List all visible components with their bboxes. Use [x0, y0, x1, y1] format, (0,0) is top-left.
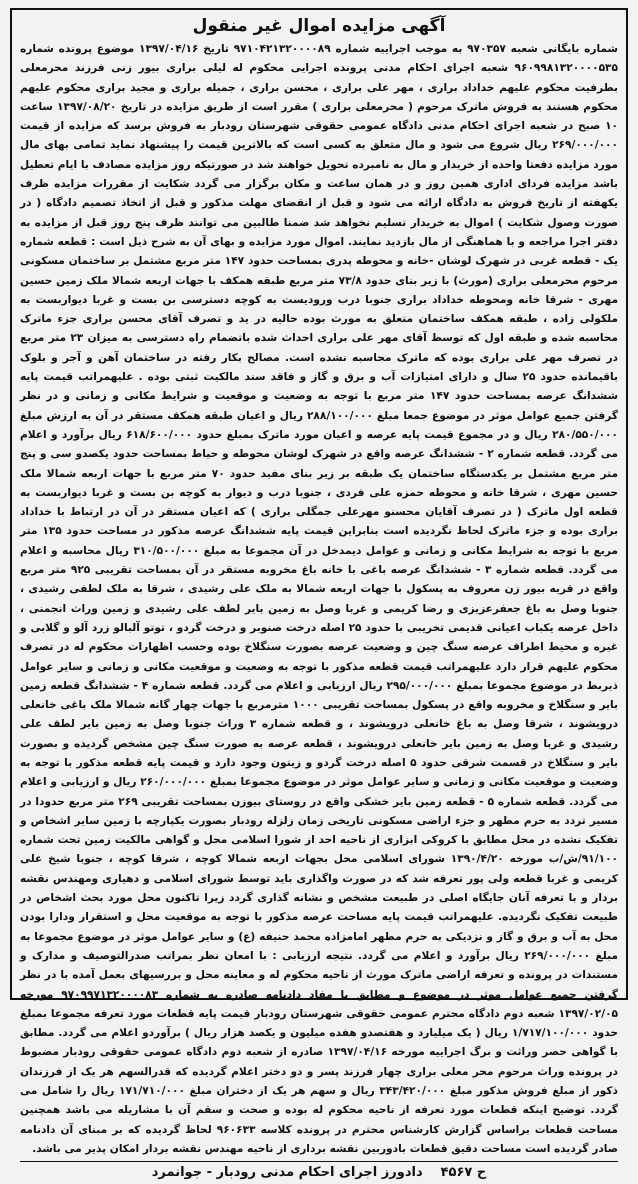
notice-body: شماره بایگانی شعبه ۹۷۰۳۵۷ به موجب اجراییه شماره ۹۷۱۰۴۲۱۳۲۰۰۰۰۸۹ تاریخ ۱۳۹۷/۰۴/۱۶ موضوع پرونده شماره ۹۶۰۹۹۸۱۳۲۰۰۰۰۵۳۵ شعبه اجرای احکام مدنی پرونده اجرایی محکوم له لیلی براری بیور زنی فرزند محرمعلی بطرفیت محکوم علیهم خداداد براری ، مهر علی براری ، محسن براری ، جمیله براری و مجید براری محکوم علیهم محکوم هستند به فروش ماترک مرحوم ( محرمعلی براری ) مقرر است از طریق مزایده در تاریخ ۱۳۹۷/۰۸/۲۰ ساعت ۱۰ صبح در شعبه اجرای احکام مدنی دادگاه عمومی حقوقی شهرستان رودبار به فروش برسد که مزایده از قیمت ۲۶۹/۰۰۰/۰۰۰ ریال شروع می شود و مال متعلق به کسی است که بالاترین قیمت را پیشنهاد نماید تمامی بهای مال مورد مزایده دفعتا واحده از خریدار و مال به نامبرده تحویل خواهند شد در صورتیکه روز مزایده مصادف با ایام تعطیل باشد مزایده فردای اداری همین روز و در همان ساعت و مکان برگزار می گردد شکایت از مقررات مزایده ظرف یکهفته از تاریخ فروش به دادگاه ارائه می شود و قبل از انقضای مهلت مذکور و قبل از اتخاذ تصمیم دادگاه ( در صورت وصول شکایت ) اموال به خریدار تسلیم نخواهد شد ضمنا طالبین می توانند ظرف پنج روز قبل از مزایده به دفتر اجرا مراجعه و با هماهنگی از مال بازدید نمایند. اموال مورد مزایده و بهای آن به شرح ذیل است : قطعه شماره یک - قطعه غربی در شهرک لوشان -خانه و محوطه پدری بمساحت حدود ۱۴۷ متر مربع مشتمل بر ساختمان مسکونی مرحوم محرمعلی براری (مورث) با زیر بنای حدود ۷۳/۸ متر مربع طبقه همکف با جهات اربعه شمالا ملک زمین حسین مهری - شرقا خانه ومحوطه خداداد براری جنوبا درب ورودیست به کوچه دسترسی بن بست و غربا دیواربست به ملکولی زاده ، طبقه همکف ساختمان متعلق به مورث بوده حالیه در ید و تصرف آقای محسن براری جزء ماترک محاسبه شده و طبقه اول که توسط آقای مهر علی براری احداث شده باتضمام راه دسترسی به میزان ۲۳ متر مربع در تصرف مهر علی براری بوده که ماترک محاسبه نشده است. مصالح بکار رفته در ساختمان آهن و آجر و بلوک باقیمانده حدود ۲۵ سال و دارای امتیازات آب و برق و گاز و فاقد سند مالکیت ثبتی بوده . علیهمراتب قیمت پایه ششدانگ عرصه بمساحت حدود ۱۴۷ متر مربع با توجه به وضعیت و موقعیت و شرایط مکانی و زمانی و در نظر گرفتن جمیع عوامل موثر در موضوع جمعا مبلغ ۲۸۸/۱۰۰/۰۰۰ ریال و اعیان طبقه همکف مستقر در آن به ارزش مبلغ ۲۸۰/۵۵۰/۰۰۰ ریال و در مجموع قیمت پایه عرصه و اعیان مورد ماترک بمبلغ حدود ۶۱۸/۶۰۰/۰۰۰ ریال برآورد و اعلام می گردد. قطعه شماره ۲ - ششدانگ عرصه واقع در شهرک لوشان محوطه و حیاط بمساحت حدود یکصدو سی و پنج متر مربع مشتمل بر یکدستگاه ساختمان یک طبقه بر زیر بنای مفید حدود ۷۰ متر مربع با جهات اربعه شمالا ملک حسین مهری ، شرقا خانه و محوطه حمزه علی فردی ، جنوبا درب و دیوار به کوچه بن بست و غربا دیواربست به قطعه اول ماترک ( در تصرف آقایان محسنو مهرعلی جمگلی براری ) که اعیان مستقر در آن در ارتباط با خداداد براری بوده و جزء ماترک لحاظ نگردیده است بنابراین قیمت پایه ششدانگ عرصه مذکور در مساحت حدود ۱۳۵ متر مربع با توجه به شرایط مکانی و زمانی و عوامل دیمدخل در آن مجموعا به مبلغ ۳۱۰/۵۰۰/۰۰۰ ریال محاسبه و اعلام می گردد. قطعه شماره ۳ - ششدانگ عرصه باغی با خانه باغ مخروبه مستقر در آن بمساحت تقریبی ۹۲۵ متر مربع واقع در قریه بیور زن معروف به پسکول با جهات اربعه شمالا به ملک علی رشیدی ، شرقا به ملک لطفی رشیدی ، جنوبا وصل به باغ جعفرعزیزی و رضا کریمی و غربا وصل به زمین بایر لطف علی رشیدی و زمین وراث انجمنی ، داخل عرصه یکباب اعیانی قدیمی تخریبی با حدود ۲۵ اصله درخت صنوبر و درخت گردو ، توتو آلبالو زرد آلو و گلابی و غیره و محیط اطراف عرصه سنگ چین و وضعیت عرصه بصورت سنگلاخ بوده وحسب اظهارات محکوم له در تصرف محکوم علیهم قرار دارد علیهمراتب قیمت قطعه مذکور با توجه به وضعیت و موقعیت مکانی و زمانی و سایر عوامل ذیربط در موضوع مجموعا بمبلغ ۲۹۵/۰۰۰/۰۰۰ ریال ارزیابی و اعلام می گردد. قطعه شماره ۴ - ششدانگ قطعه زمین بایر و سنگلاخ و مخروبه واقع در پسکول بمساحت تقریبی ۱۰۰۰ مترمربع با جهات چهار گانه شمالا ملک باغی خانعلی درویشوند ، شرقا وصل به باغ خانعلی درویشوند ، و قطعه شماره ۳ وراث جنوبا وصل به زمین بایر لطف علی رشیدی و غربا وصل به زمین بایر خانعلی درویشوند ، قطعه عرصه به صورت سنگ چین مشخص گردیده و بصورت بایر و سنگلاخ در قسمت شرقی حدود ۵ اصله درخت گردو و زیتون وجود دارد و قیمت پایه قطعه مذکور با توجه به وضعیت و موقعیت مکانی و زمانی و سایر عوامل موثر در موضوع مجموعا بمبلغ ۲۶۰/۰۰۰/۰۰۰ ریال و ارزیابی و اعلام می گردد. قطعه شماره ۵ - قطعه زمین بایر خشکی واقع در روستای بیوزن بمساحت تقریبی ۲۶۹ متر مربع حدودا در مسیر تردد به حرم مطهر و جزء اراضی مسکونی تاریخی زمان زلزله رودبار بصورت یکپارچه با زمین سایر اشخاص و تفکیک نشده در محل مطابق با کروکی ابزاری از ناحیه احد از شورا اسلامی محل و گواهی مالکیت زمین تحت شماره ۹۱/۱۰۰/ش/ب مورخه ۱۳۹۰/۴/۲۰ شورای اسلامی محل بجهات اربعه شمالا کوچه ، شرقا کوچه ، جنوبا شیخ علی کریمی و غربا قطعه ولی پور تعرفه شد که در صورت واگذاری باید توسط شورای اسلامی و دهیاری ومهندس نقشه بردار و با تعرفه آنان جایگاه اصلی در طبیعت مشخص و نشانه گذاری گردد زیرا تاکنون محل مورد بحث اشخاص در طبیعت تفکیک نگردیده. علیهمراتب قیمت پایه مساحت عرصه مذکور با توجه به موقعیت محل و استقرار ودارا بودن محل به آب و برق و گاز و نزدیکی به حرم مطهر امامزاده محمد حنیفه (ع) و سایر عوامل موثر در موضوع مجموعا به مبلغ ۲۶۹/۰۰۰/۰۰۰ ریال برآورد و اعلام می گردد. نتیجه ارزیابی : با امعان نظر بمراتب صدرالتوصیف و مدارک و مستندات در پرونده و تعرفه اراضی ماترک مورث از ناحیه محکوم له و معاینه محل و بررسیهای بعمل آمده با در نظر گرفتن جمیع عوامل موثر در موضوع و مطابق با مفاد دادنامه صادره به شماره ۹۷۰۹۹۷۱۳۲۰۰۰۰۸۳ مورخه ۱۳۹۷/۰۲/۰۵ شعبه دوم دادگاه محترم عمومی حقوقی شهرستان رودبار قیمت پایه قطعات مورد تعرفه مجموعا بمبلغ حدود ۱/۷۱۷/۱۰۰/۰۰۰ ریال ( یک میلیارد و هفتصدو هفده میلیون و یکصد هزار ریال ) برآوردو اعلام می گردد. مطابق با گواهی حصر وراثت و برگ اجراییه مورخه ۱۳۹۷/۰۴/۱۶ صادره از شعبه دوم دادگاه عمومی حقوقی رودبار مضبوط در پرونده وراث مرحوم محر معلی براری چهار فرزند پسر و دو دختر اعلام گردیده که قدرالسهم هر یک از فرزندان ذکور از مبلغ فروش مذکور مبلغ ۳۴۳/۴۲۰/۰۰۰ ریال و سهم هر یک از دختران مبلغ ۱۷۱/۷۱۰/۰۰۰ ریال را شامل می گردد. توضیح اینکه قطعات مورد تعرفه از ناحیه محکوم له بوده و صحت و سقم آن با مشاریله می باشد همچنین مساحت قطعات براساس گزارش کارشناس محترم در پرونده کلاسه ۹۶۰۶۳۳ لحاظ گردیده که بر مبنای آن دادنامه صادر گردیده است مساحت دقیق قطعات بادوربین نقشه برداری از ناحیه مهندس نقشه بردار امکان پذیر می باشد.: [20, 43, 619, 1155]
notice-code: ح ۴۵۶۷: [440, 1165, 487, 1181]
notice-title: آگهی مزایده اموال غیر منقول: [192, 16, 446, 36]
notice-frame: [10, 8, 628, 1181]
notice-signer: دادورز اجرای احکام مدنی رودبار - جوانمرد: [151, 1165, 423, 1181]
notice-footer: [20, 1161, 618, 1184]
